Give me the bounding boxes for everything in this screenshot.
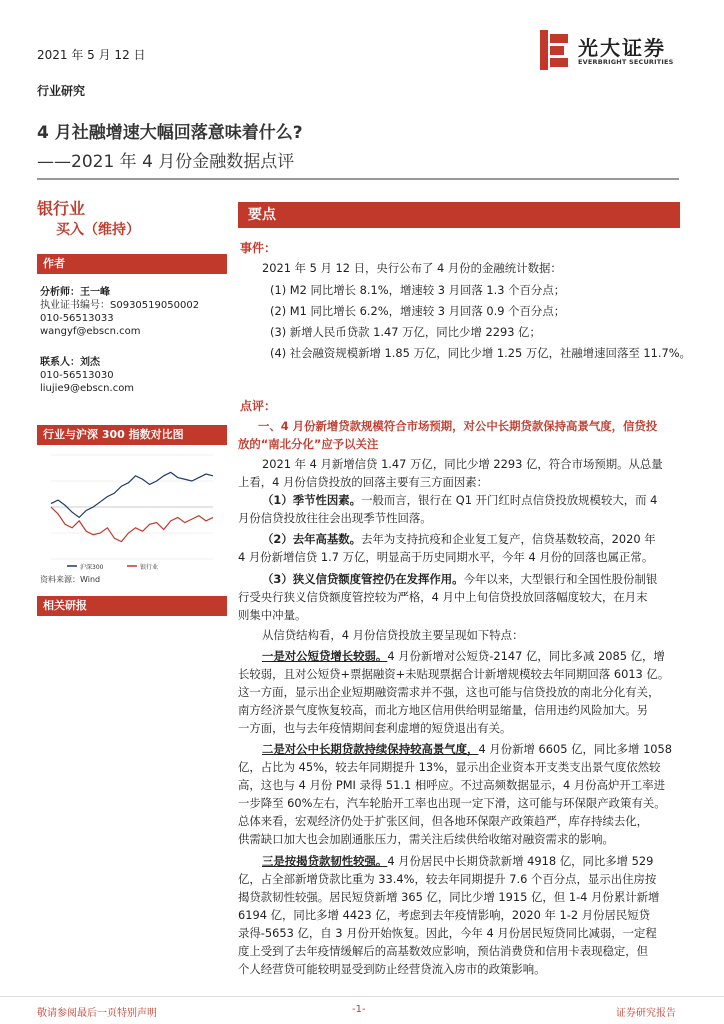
point2-line4: 一步降至 60%左右，汽车轮胎开工率也出现一定下滑，这可能与环保限产政策有关。 (238, 796, 666, 810)
chart-series-沪深300 (51, 472, 213, 517)
point3-title: 三是按揭贷款韧性较强。 (262, 854, 388, 868)
industry-name: 银行业 (37, 199, 86, 218)
report-title: 4 月社融增速大幅回落意味着什么? (37, 123, 303, 143)
analyst-label: 分析师： (40, 287, 80, 298)
page-number: -1- (352, 1004, 366, 1015)
factor2-title: （2）去年高基数。 (262, 532, 362, 546)
point1-line3: 这一方面，显示出企业短期融资需求并不强，这也可能与信贷投放的南北分化有关， (238, 685, 660, 699)
chart-header: 行业与沪深 300 指数对比图 (37, 425, 227, 445)
para1-line1: 2021 年 4 月新增信贷 1.47 万亿，同比少增 2293 亿，符合市场预期。从总量 (262, 457, 663, 471)
point3-line5: 录得-5653 亿，自 3 月份开始恢复。因此，今年 4 月份居民短贷同比减弱，一定程 (238, 926, 657, 940)
point2-text: 4 月份新增 6605 亿，同比多增 1058 (478, 742, 673, 756)
header-divider (37, 178, 679, 180)
factor1-title: （1）季节性因素。 (262, 493, 362, 507)
para1-line2: 上看，4 月份信贷投放的回落主要有三方面因素： (238, 475, 489, 489)
point2-line2: 亿，占比为 45%，较去年同期提升 13%，显示出企业资本开支类支出景气度依然较 (238, 760, 661, 774)
point3-text: 4 月份居民中长期贷款新增 4918 亿，同比多增 529 (387, 854, 654, 868)
index-comparison-chart (37, 449, 227, 571)
factor3-line1 (262, 570, 657, 588)
point2-line3: 高，这也与 4 月份 PMI 录得 51.1 相呼应。不过高频数据显示，4 月份高炉开工率进 (238, 778, 665, 792)
factor1-line1 (262, 491, 657, 509)
keypoints-header: 要点 (238, 202, 680, 228)
contact-name: 刘杰 (80, 357, 100, 368)
event-item-2: (2) M1 同比增长 6.2%，增速较 3 月回落 0.9 个百分点； (270, 304, 566, 318)
event-intro: 2021 年 5 月 12 日，央行公布了 4 月份的金融统计数据： (262, 261, 562, 275)
event-item-1: (1) M2 同比增长 8.1%，增速较 3 月回落 1.3 个百分点； (270, 283, 566, 297)
footer-divider (0, 996, 724, 997)
contact-email[interactable]: liujie9@ebscn.com (40, 383, 135, 394)
report-date: 2021 年 5 月 12 日 (37, 48, 146, 62)
point3-line6: 度上受到了去年疫情缓解后的高基数效应影响，预估消费贷和信用卡表现稳定，但 (238, 944, 649, 958)
factor1-text: 一般而言，银行在 Q1 开门红时点信贷投放规模较大，而 4 (361, 493, 658, 507)
author-header: 作者 (37, 254, 227, 274)
everbright-logo-icon (540, 30, 570, 70)
point1-title: 一是对公短贷增长较弱。 (262, 649, 388, 663)
point3-line7: 个人经营贷可能较明显受到防止经营贷流入房市的政策影响。 (238, 962, 546, 976)
logo-name-en: EVERBRIGHT SECURITIES (578, 58, 674, 66)
factor3-line3: 则集中冲量。 (238, 608, 307, 622)
point1-line5: 一方面，也与去年疫情期间套利虚增的短贷退出有关。 (238, 721, 512, 735)
factor3-line2: 行受央行狭义信贷额度管控较为严格，4 月中上旬信贷投放回落幅度较大，在月末 (238, 590, 648, 604)
factor2-text: 去年为支持抗疫和企业复工复产，信贷基数较高，2020 年 (361, 532, 656, 546)
point2-line5: 总体来看，宏观经济仍处于扩张区间，但各地环保限产政策趋严，库存持续去化， (238, 814, 649, 828)
factor1-line2: 月份信贷投放往往会出现季节性回落。 (238, 511, 432, 525)
factor2-line2: 4 月份新增信贷 1.7 万亿，明显高于历史同期水平，今年 4 月份的回落也属正常。 (238, 550, 654, 564)
analyst-name: 王一峰 (80, 287, 110, 298)
contact-block (40, 356, 134, 395)
comment-label: 点评： (240, 399, 277, 413)
contact-label: 联系人： (40, 357, 80, 368)
analyst-license: 执业证书编号：S0930519050002 (40, 300, 200, 311)
point1-line1 (262, 647, 665, 665)
rating: 买入（维持） (56, 222, 140, 238)
footer-report-type: 证券研究报告 (616, 1008, 676, 1019)
footer-disclaimer[interactable]: 敬请参阅最后一页特别声明 (37, 1008, 157, 1019)
point1-text: 4 月份新增对公短贷-2147 亿，同比多减 2085 亿，增 (387, 649, 665, 663)
related-reports-header: 相关研报 (37, 596, 227, 616)
analyst-email[interactable]: wangyf@ebscn.com (40, 326, 141, 337)
factor3-title: （3）狭义信贷额度管控仍在发挥作用。 (262, 572, 464, 586)
contact-phone: 010-56513030 (40, 370, 114, 381)
logo-name-cn: 光大证券 (578, 36, 666, 60)
event-item-3: (3) 新增人民币贷款 1.47 万亿，同比少增 2293 亿； (270, 325, 541, 339)
point3-line3: 揭贷款韧性较强。居民短贷新增 365 亿，同比少增 1915 亿，但 1-4 月份累计新增 (238, 890, 660, 904)
analyst-block (40, 286, 199, 338)
para2: 从信贷结构看，4 月份信贷投放主要呈现如下特点： (262, 628, 524, 642)
brand-logo (540, 30, 700, 74)
chart-series-银行业 (51, 507, 213, 542)
factor3-text: 今年以来，大型银行和全国性股份制银 (463, 572, 658, 586)
chart-source: 资料来源：Wind (40, 575, 101, 584)
point1-line4: 南方经济景气度恢复较高，而北方地区信用供给明显缩量，信用违约风险加大。另 (238, 703, 649, 717)
section1-title-line2: 放的“南北分化”应予以关注 (238, 437, 379, 451)
point1-line2: 长较弱，且对公短贷+票据融资+未贴现票据合计新增规模较去年同期回落 6013 亿。 (238, 667, 670, 681)
event-label: 事件： (240, 241, 277, 255)
factor2-line1 (262, 530, 656, 548)
point2-line6: 供需缺口加大也会加剧通胀压力，需关注后续供给收缩对融资需求的影响。 (238, 832, 614, 846)
report-category: 行业研究 (37, 84, 86, 98)
point3-line2: 亿，占全部新增贷款比重为 33.4%，较去年同期提升 7.6 个百分点，显示出住房按 (238, 872, 657, 886)
point2-title: 二是对公中长期贷款持续保持较高景气度， (262, 742, 479, 756)
chart-legend-label: 沪深300 (80, 564, 104, 571)
event-item-4: (4) 社会融资规模新增 1.85 万亿，同比少增 1.25 万亿，社融增速回落至 11.7%。 (270, 346, 691, 360)
analyst-phone: 010-56513033 (40, 313, 114, 324)
chart-legend-label: 银行业 (140, 564, 159, 571)
point3-line1 (262, 852, 653, 870)
section1-title-line1: 一、4 月份新增贷款规模符合市场预期，对公中长期贷款保持高景气度，信贷投 (258, 419, 658, 433)
report-subtitle: ——2021 年 4 月份金融数据点评 (37, 152, 295, 172)
point2-line1 (262, 740, 672, 758)
point3-line4: 6194 亿，同比多增 4423 亿，考虑到去年疫情影响，2020 年 1-2 月份居民短贷 (238, 908, 651, 922)
